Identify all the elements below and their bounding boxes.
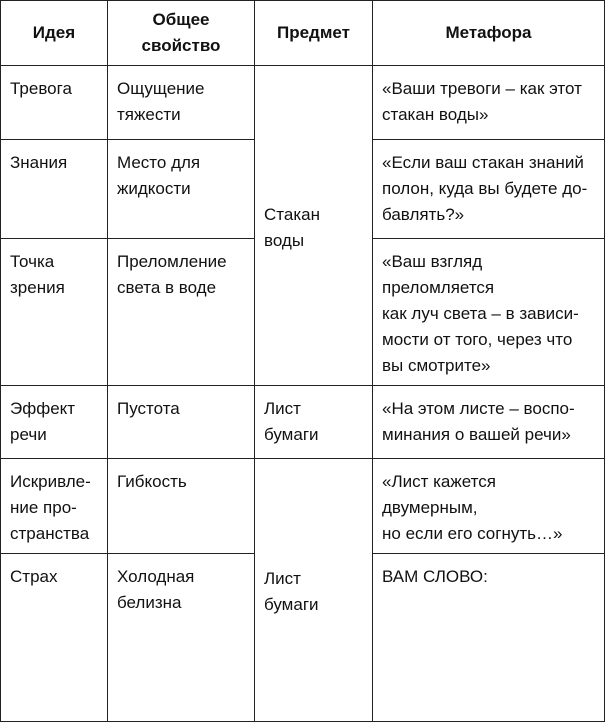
header-row	[1, 1, 605, 66]
cell-property: Место для жидкости	[108, 140, 255, 239]
table-row	[1, 386, 605, 459]
cell-metaphor: «Ваш взгляд преломляется как луч света – в зависи- мости от того, через что вы смотрите»	[373, 239, 605, 386]
cell-idea: Точка зрения	[1, 239, 108, 386]
cell-property: Гибкость	[108, 459, 255, 554]
cell-property: Ощущение тяжести	[108, 66, 255, 140]
header-property: Общее свойство	[108, 1, 255, 66]
cell-object: Лист бумаги	[255, 386, 373, 459]
cell-metaphor: «Ваши тревоги – как этот стакан воды»	[373, 66, 605, 140]
cell-metaphor: «На этом листе – воспо- минания о вашей речи»	[373, 386, 605, 459]
table-row	[1, 66, 605, 140]
cell-property: Холодная белизна	[108, 554, 255, 722]
cell-object: Стакан воды	[255, 66, 373, 386]
header-idea: Идея	[1, 1, 108, 66]
cell-idea: Знания	[1, 140, 108, 239]
cell-idea: Эффект речи	[1, 386, 108, 459]
table-row	[1, 459, 605, 554]
header-object: Предмет	[255, 1, 373, 66]
cell-property: Пустота	[108, 386, 255, 459]
cell-idea: Страх	[1, 554, 108, 722]
cell-property: Преломление света в воде	[108, 239, 255, 386]
header-metaphor: Метафора	[373, 1, 605, 66]
cell-idea: Тревога	[1, 66, 108, 140]
cell-object: Лист бумаги	[255, 459, 373, 722]
cell-metaphor: «Лист кажется двумерным, но если его согнуть…»	[373, 459, 605, 554]
cell-metaphor: «Если ваш стакан знаний полон, куда вы будете до- бавлять?»	[373, 140, 605, 239]
cell-idea: Искривле- ние про- странства	[1, 459, 108, 554]
cell-metaphor: ВАМ СЛОВО:	[373, 554, 605, 722]
